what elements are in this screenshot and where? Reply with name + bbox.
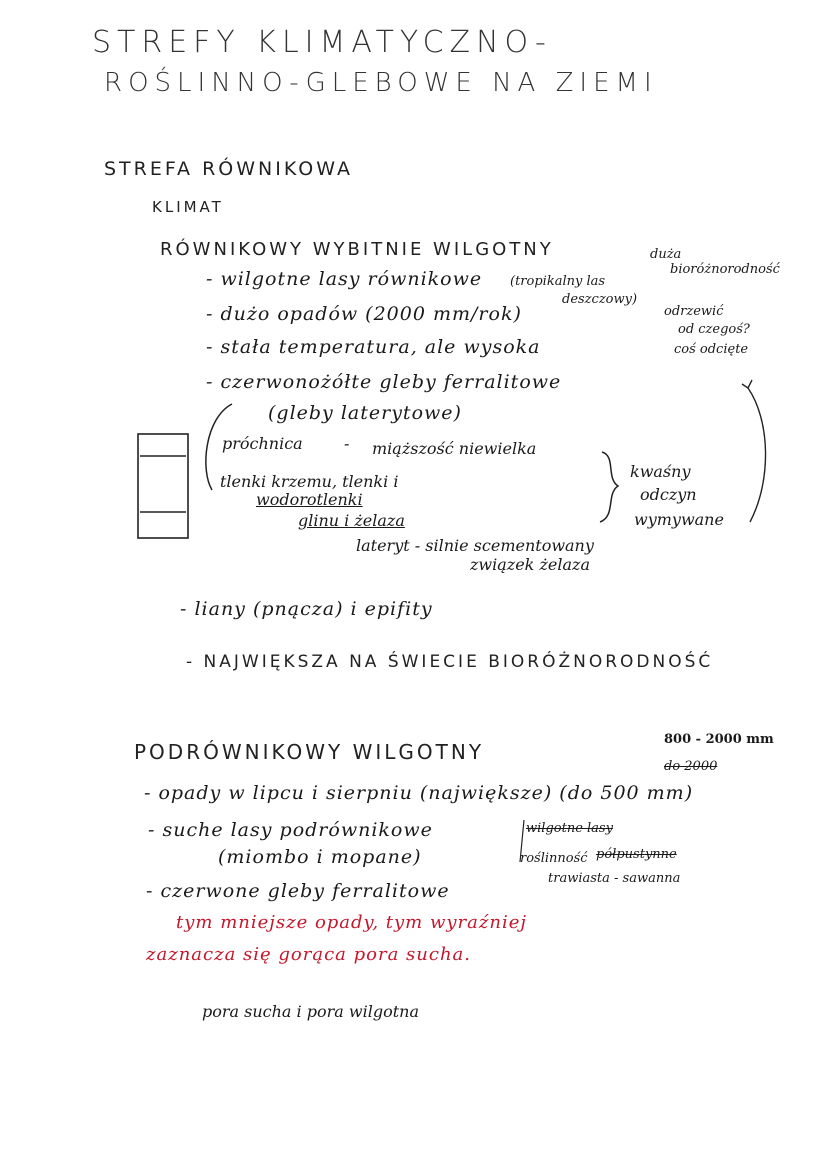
subequatorial-heading: PODRÓWNIKOWY WILGOTNY (134, 740, 485, 764)
equatorial-item-3: - stała temperatura, ale wysoka (206, 336, 541, 358)
red-note-2: zaznacza się gorąca pora sucha. (146, 944, 472, 965)
soil-kwasny-3: wymywane (634, 510, 724, 529)
title-line-2: ROŚLINNO-GLEBOWE NA ZIEMI (104, 68, 658, 98)
soil-kwasny-1: kwaśny (630, 462, 691, 481)
equatorial-heading: RÓWNIKOWY WYBITNIE WILGOTNY (160, 239, 554, 260)
red-note-1: tym mniejsze opady, tym wyraźniej (176, 912, 527, 933)
soil-lateryt: lateryt - silnie scementowany (356, 536, 594, 555)
soil-wodorotlenki: wodorotlenki (256, 490, 363, 509)
soil-lateryt-2: związek żelaza (470, 555, 590, 574)
opad-note: 800 - 2000 mm (664, 732, 774, 747)
soil-profile-box (138, 434, 188, 538)
bottom-note: pora sucha i pora wilgotna (202, 1002, 419, 1021)
soil-dash: - (344, 434, 350, 453)
zone-heading: STREFA RÓWNIKOWA (104, 158, 353, 180)
subequatorial-item-2: - suche lasy podrównikowe (148, 819, 433, 841)
soil-bracket-left (206, 404, 232, 490)
soil-glinu: glinu i żelaza (298, 511, 405, 530)
soil-miazszosc: miąższość niewielka (372, 439, 537, 458)
side-roslinnosc: roślinność (520, 851, 588, 866)
side-note-odrzewic-3: coś odcięte (674, 342, 749, 357)
equatorial-item-2: - dużo opadów (2000 mm/rok) (206, 303, 522, 325)
soil-brace-right (600, 452, 618, 522)
equatorial-item-1: - wilgotne lasy równikowe (206, 268, 483, 290)
subequatorial-item-1: - opady w lipcu i sierpniu (największe) (do 500 mm) (144, 782, 694, 804)
side-note-odrzewic-2: od czegoś? (678, 322, 750, 337)
side-note-odrzewic-1: odrzewić (664, 304, 724, 319)
side-note-duza: duża (650, 247, 682, 262)
subequatorial-item-3: (miombo i mopane) (218, 846, 422, 868)
curved-arrow-head (742, 380, 752, 388)
side-trawiasta: trawiasta - sawanna (548, 871, 681, 886)
equatorial-item-5: (gleby laterytowe) (268, 402, 462, 424)
liany-line: - liany (pnącza) i epifity (180, 598, 433, 620)
side-strike-polpustynne: półpustynne (596, 847, 677, 862)
side-bracket (520, 820, 524, 862)
title-line-1: STREFY KLIMATYCZNO- (92, 25, 552, 60)
side-strike-wilgotne: wilgotne lasy (526, 821, 613, 836)
las-note-2: deszczowy) (562, 292, 638, 307)
opad-strike: do 2000 (664, 759, 718, 774)
klimat-label: KLIMAT (152, 198, 224, 216)
soil-tlenki: tlenki krzemu, tlenki i (220, 472, 399, 491)
curved-arrow (748, 388, 766, 522)
las-note-1: (tropikalny las (510, 274, 606, 289)
side-note-biorozn: bioróżnorodność (670, 262, 780, 277)
subequatorial-item-4: - czerwone gleby ferralitowe (146, 880, 450, 902)
equatorial-item-4: - czerwonożółte gleby ferralitowe (206, 371, 562, 393)
najwieksza-line: - NAJWIĘKSZA NA ŚWIECIE BIORÓŻNORODNOŚĆ (186, 652, 714, 672)
soil-prochnica: próchnica (222, 434, 303, 453)
soil-kwasny-2: odczyn (640, 485, 697, 504)
